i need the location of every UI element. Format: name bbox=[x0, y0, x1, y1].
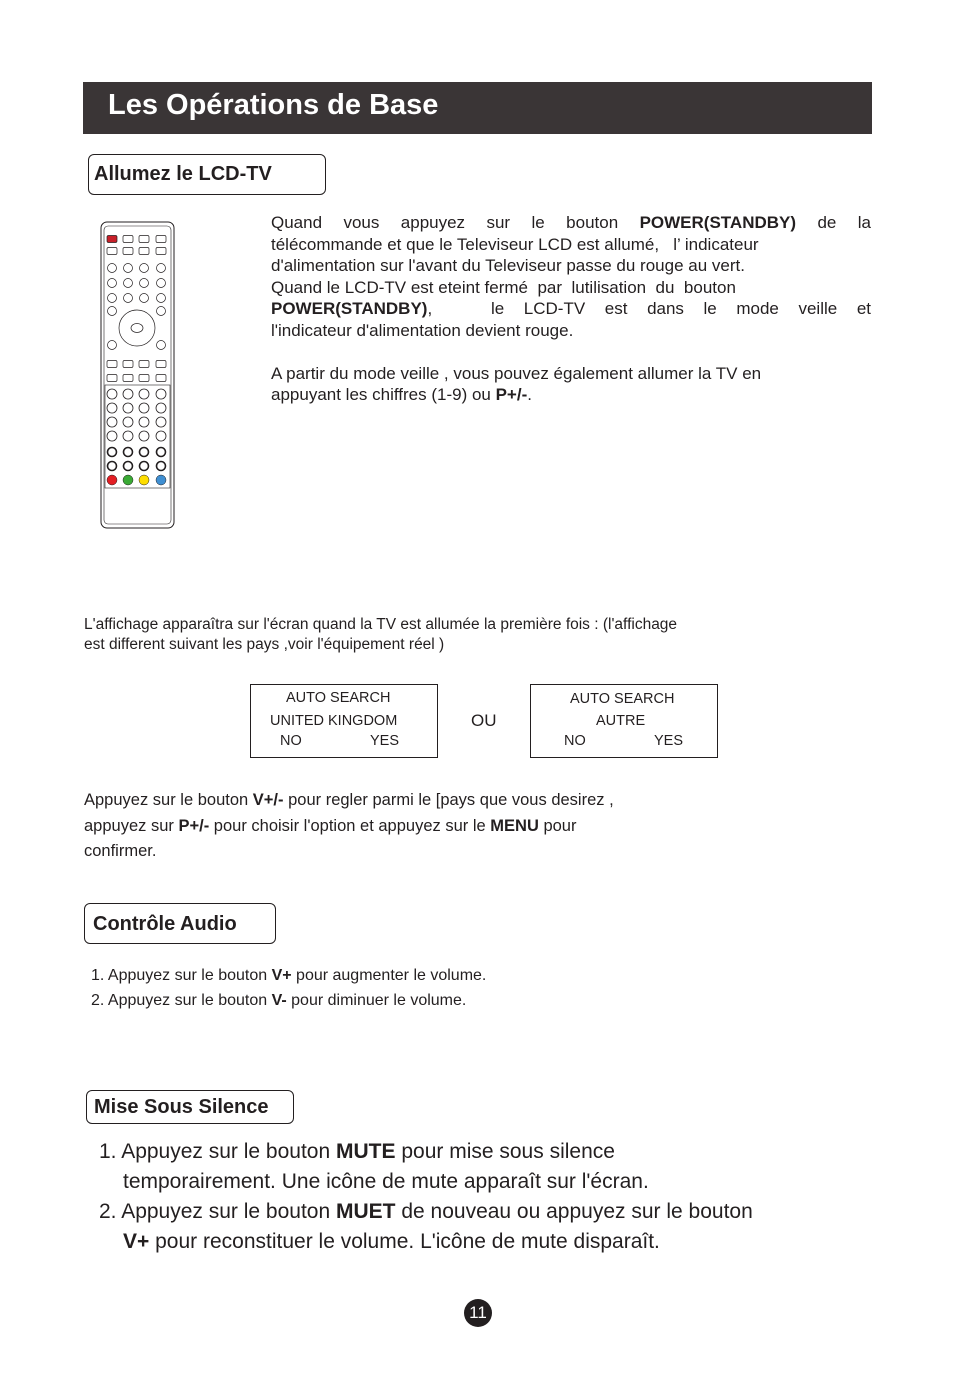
remote-key bbox=[124, 448, 133, 457]
remote-key bbox=[156, 361, 166, 368]
text-segment: d'alimentation sur l'avant du Televiseur passe du rouge au vert. bbox=[271, 256, 745, 275]
remote-number-key bbox=[124, 294, 133, 303]
remote-key bbox=[156, 248, 166, 255]
remote-color-key bbox=[156, 475, 166, 485]
bold-term: POWER(STANDBY) bbox=[271, 299, 428, 318]
text-segment: 1. Appuyez sur le bouton bbox=[91, 967, 272, 984]
text-segment: pour reconstituer le volume. L'icône de mute disparaît. bbox=[149, 1230, 660, 1253]
remote-number-key bbox=[124, 264, 133, 273]
text-line bbox=[271, 385, 532, 405]
remote-number-key bbox=[140, 279, 149, 288]
text-segment: , le LCD-TV est dans le mode veille et bbox=[427, 299, 871, 318]
text-line bbox=[84, 616, 677, 634]
remote-key bbox=[139, 403, 149, 413]
remote-key bbox=[107, 375, 117, 382]
remote-key bbox=[139, 417, 149, 427]
page-number-badge: 11 bbox=[464, 1299, 492, 1327]
remote-key bbox=[123, 431, 133, 441]
text-line bbox=[123, 1230, 660, 1254]
remote-key bbox=[140, 462, 149, 471]
text-segment: l'indicateur d'alimentation devient rouge. bbox=[271, 321, 574, 340]
remote-key bbox=[139, 389, 149, 399]
bold-term: MENU bbox=[490, 817, 539, 835]
text-line bbox=[84, 636, 444, 654]
remote-number-key bbox=[140, 264, 149, 273]
text-segment: appuyant les chiffres (1-9) ou bbox=[271, 385, 496, 404]
remote-key bbox=[123, 375, 133, 382]
remote-key bbox=[157, 341, 166, 350]
remote-key bbox=[108, 341, 117, 350]
text-segment: pour regler parmi le [pays que vous desirez , bbox=[283, 791, 614, 809]
remote-key bbox=[123, 417, 133, 427]
remote-key bbox=[156, 417, 166, 427]
remote-number-key bbox=[108, 294, 117, 303]
text-line bbox=[271, 364, 761, 384]
remote-color-key bbox=[107, 475, 117, 485]
remote-key bbox=[156, 389, 166, 399]
bold-term: POWER(STANDBY) bbox=[639, 213, 797, 232]
remote-color-key bbox=[139, 475, 149, 485]
text-segment: temporairement. Une icône de mute apparaît sur l'écran. bbox=[123, 1170, 649, 1193]
text-line bbox=[84, 817, 576, 836]
remote-menu-key bbox=[131, 324, 143, 333]
text-line bbox=[91, 967, 486, 985]
remote-key bbox=[157, 462, 166, 471]
text-line bbox=[99, 1200, 753, 1224]
remote-key bbox=[108, 307, 117, 316]
text-segment: de la bbox=[796, 213, 872, 232]
text-line bbox=[271, 321, 573, 341]
box-country: UNITED KINGDOM bbox=[270, 713, 398, 729]
text-segment: pour choisir l'option et appuyez sur le bbox=[209, 817, 491, 835]
text-segment: . bbox=[527, 385, 532, 404]
bold-term: MUTE bbox=[336, 1140, 396, 1163]
remote-key bbox=[123, 403, 133, 413]
text-segment: 2. Appuyez sur le bouton bbox=[91, 992, 272, 1009]
remote-key bbox=[107, 431, 117, 441]
text-segment: Quand le LCD-TV est eteint fermé par lutilisation du bouton bbox=[271, 278, 736, 297]
text-segment: Quand vous appuyez sur le bouton bbox=[271, 213, 640, 232]
remote-key bbox=[107, 236, 117, 243]
remote-key bbox=[139, 431, 149, 441]
remote-key bbox=[108, 448, 117, 457]
bold-term: P+/- bbox=[495, 385, 528, 404]
text-line bbox=[271, 278, 736, 298]
box-country: AUTRE bbox=[596, 713, 646, 729]
section-heading-mute: Mise Sous Silence bbox=[86, 1090, 294, 1124]
remote-key bbox=[156, 431, 166, 441]
text-line bbox=[271, 235, 759, 255]
remote-key bbox=[123, 236, 133, 243]
text-segment: pour mise sous silence bbox=[395, 1140, 615, 1163]
text-segment: est different suivant les pays ,voir l'équipement réel ) bbox=[84, 636, 445, 653]
remote-key bbox=[123, 248, 133, 255]
bold-term: P+/- bbox=[178, 817, 210, 835]
text-segment: Appuyez sur le bouton bbox=[84, 791, 253, 809]
remote-number-key bbox=[124, 279, 133, 288]
remote-key bbox=[156, 375, 166, 382]
remote-key bbox=[107, 248, 117, 255]
remote-number-key bbox=[157, 294, 166, 303]
box-title: AUTO SEARCH bbox=[286, 690, 391, 706]
remote-number-key bbox=[140, 294, 149, 303]
bold-term: V+ bbox=[271, 967, 292, 984]
text-segment: de nouveau ou appuyez sur le bouton bbox=[395, 1200, 753, 1223]
remote-number-key bbox=[157, 279, 166, 288]
text-segment: confirmer. bbox=[84, 842, 157, 860]
box-title: AUTO SEARCH bbox=[570, 691, 675, 707]
text-line bbox=[84, 842, 156, 861]
or-label: OU bbox=[471, 711, 497, 730]
remote-key bbox=[156, 236, 166, 243]
auto-search-box-other bbox=[530, 684, 718, 758]
box-option-yes: YES bbox=[654, 733, 684, 749]
text-segment: L'affichage apparaîtra sur l'écran quand la TV est allumée la première fois : (l'affichage bbox=[84, 616, 678, 633]
section-heading-power-on: Allumez le LCD-TV bbox=[88, 154, 326, 195]
remote-key bbox=[157, 448, 166, 457]
remote-key bbox=[107, 417, 117, 427]
remote-key bbox=[108, 462, 117, 471]
remote-key bbox=[107, 389, 117, 399]
remote-number-key bbox=[108, 264, 117, 273]
auto-search-box-uk bbox=[250, 684, 438, 758]
remote-number-key bbox=[108, 279, 117, 288]
remote-key bbox=[139, 248, 149, 255]
text-line bbox=[84, 791, 614, 810]
remote-key bbox=[139, 361, 149, 368]
text-line bbox=[91, 992, 466, 1010]
page-title: Les Opérations de Base bbox=[108, 89, 439, 121]
remote-key bbox=[123, 361, 133, 368]
remote-key bbox=[157, 307, 166, 316]
bold-term: V+/- bbox=[252, 791, 284, 809]
remote-key bbox=[140, 448, 149, 457]
remote-key bbox=[139, 375, 149, 382]
text-segment: pour bbox=[538, 817, 577, 835]
text-line bbox=[271, 256, 745, 276]
box-option-no: NO bbox=[564, 733, 586, 749]
remote-color-key bbox=[123, 475, 133, 485]
text-segment: pour diminuer le volume. bbox=[286, 992, 467, 1009]
text-segment: télécommande et que le Televiseur LCD est allumé, l’ indicateur bbox=[271, 235, 759, 254]
page-header-bar bbox=[83, 82, 872, 134]
text-segment: pour augmenter le volume. bbox=[291, 967, 487, 984]
section-heading-audio: Contrôle Audio bbox=[84, 903, 276, 944]
remote-key bbox=[123, 389, 133, 399]
remote-key bbox=[107, 403, 117, 413]
text-segment: 2. Appuyez sur le bouton bbox=[99, 1200, 336, 1223]
remote-key bbox=[139, 236, 149, 243]
bold-term: V+ bbox=[123, 1230, 150, 1253]
text-segment: A partir du mode veille , vous pouvez également allumer la TV en bbox=[271, 364, 762, 383]
bold-term: V- bbox=[271, 992, 287, 1009]
text-line bbox=[271, 213, 871, 233]
remote-key bbox=[124, 462, 133, 471]
remote-key bbox=[107, 361, 117, 368]
text-line bbox=[123, 1170, 649, 1194]
text-segment: appuyez sur bbox=[84, 817, 179, 835]
remote-number-key bbox=[157, 264, 166, 273]
remote-key bbox=[156, 403, 166, 413]
box-option-no: NO bbox=[280, 733, 302, 749]
text-line bbox=[271, 299, 871, 319]
bold-term: MUET bbox=[336, 1200, 396, 1223]
text-segment: 1. Appuyez sur le bouton bbox=[99, 1140, 336, 1163]
text-line bbox=[99, 1140, 615, 1164]
box-option-yes: YES bbox=[370, 733, 400, 749]
remote-control-icon bbox=[98, 219, 178, 533]
